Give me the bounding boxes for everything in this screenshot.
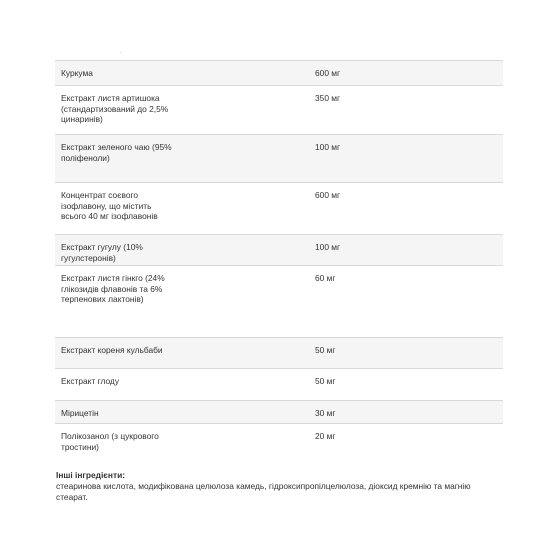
ingredient-amount: 350 мг: [315, 93, 341, 103]
ingredient-name: Екстракт листя артишока (стандартизований до 2,5% цинаринів): [61, 93, 169, 125]
ingredient-name: Екстракт глоду: [61, 376, 120, 386]
table-row: [55, 135, 503, 183]
ingredient-amount: 20 мг: [315, 431, 336, 441]
table-row: [55, 424, 503, 466]
ingredient-name: Екстракт листя гінкго (24% глікозидів флавонів та 6% терпенових лактонів): [61, 273, 165, 305]
ingredient-amount: 100 мг: [315, 142, 341, 152]
table-row: [55, 61, 503, 86]
ingredient-name: Куркума: [61, 68, 93, 78]
ingredient-amount: 50 мг: [315, 345, 336, 355]
ingredients-table: [55, 60, 503, 466]
other-ingredients-title: Інші інгредієнти:: [56, 470, 126, 480]
ingredient-name: Полікозанол (з цукрового тростини): [61, 431, 159, 452]
table-row: [55, 235, 503, 266]
ingredient-name: Екстракт зеленого чаю (95% поліфеноли): [61, 142, 172, 163]
ingredient-name: Мірицетін: [61, 408, 99, 418]
table-row: [55, 183, 503, 235]
other-ingredients-text: стеаринова кислота, модифікована целюлоза камедь, гідроксипропілцелюлоза, діоксид кремнію та магнію стеарат.: [56, 481, 471, 502]
ingredient-name: Екстракт гугулу (10% гугулстеронів): [61, 242, 143, 263]
table-row: [55, 86, 503, 135]
table-row: [55, 401, 503, 424]
table-row: [55, 266, 503, 338]
ingredient-amount: 600 мг: [315, 68, 341, 78]
table-row: [55, 369, 503, 401]
ingredient-amount: 30 мг: [315, 408, 336, 418]
other-ingredients: [56, 470, 496, 503]
ingredient-name: Концентрат соєвого ізофлавону, що містить всього 40 мг ізофлавонів: [61, 190, 158, 222]
ingredient-amount: 600 мг: [315, 190, 341, 200]
table-row: [55, 338, 503, 369]
ingredient-amount: 50 мг: [315, 376, 336, 386]
ingredient-amount: 100 мг: [315, 242, 341, 252]
ingredient-amount: 60 мг: [315, 273, 336, 283]
stray-dot: .: [120, 48, 122, 55]
ingredient-name: Екстракт кореня кульбаби: [61, 345, 163, 355]
